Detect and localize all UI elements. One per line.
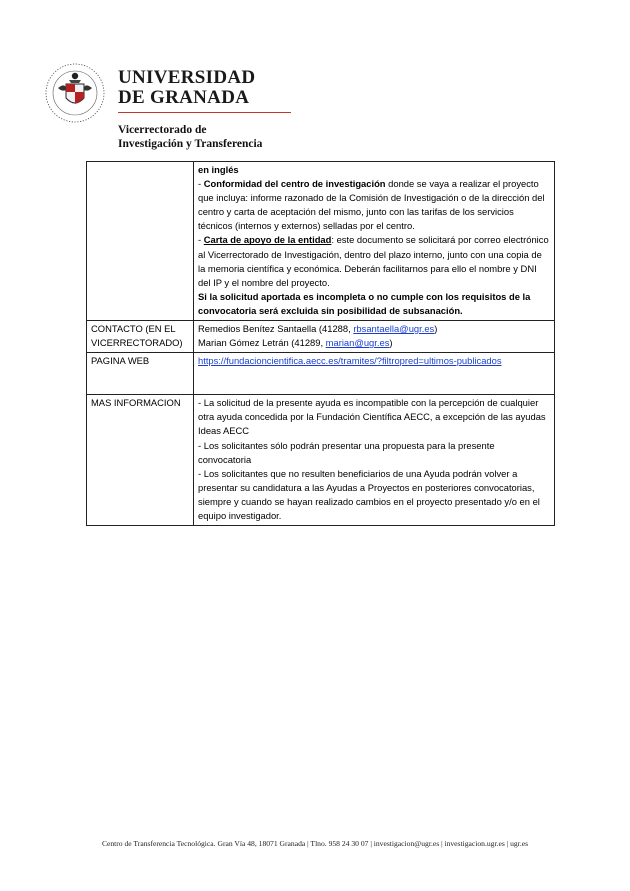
requirements-p3: Si la solicitud aportada es incompleta o no cumple con los requisitos de la convocatoria será excluida sin posibilidad de subsanación.	[198, 290, 531, 316]
requirements-p2-lead: -	[198, 234, 204, 246]
web-cell	[194, 353, 555, 395]
office-name	[118, 123, 262, 151]
page-footer: Centro de Transferencia Tecnológica. Gran Vía 48, 18071 Granada | Tlno. 958 24 30 07 | investigacion@ugr.es | investigacion.ugr.es | ugr.es	[101, 839, 529, 848]
contact-2-email-link[interactable]: marian@ugr.es	[325, 337, 390, 349]
web-label: PAGINA WEB	[87, 353, 194, 395]
office-name-line1: Vicerrectorado de	[118, 124, 207, 136]
header-divider	[118, 112, 291, 113]
requirements-p2	[198, 233, 550, 289]
more-info-cell	[194, 395, 555, 526]
table-row	[87, 395, 555, 526]
letterhead	[44, 58, 564, 158]
university-name-line2: DE GRANADA	[118, 87, 250, 108]
more-info-p2: - Los solicitantes sólo podrán presentar una propuesta para la presente convocatoria	[198, 439, 495, 465]
more-info-p3: - Los solicitantes que no resulten beneficiarios de una Ayuda podrán volver a presentar su candidatura a las Ayudas a Proyectos en posteriores convocatorias, siempre y cuando se hayan realizado cambios en el proyecto presentado y/o en el equipo investigador.	[198, 467, 540, 521]
contact-cell	[194, 321, 555, 353]
contact-label: CONTACTO (EN EL VICERRECTORADO)	[87, 321, 194, 353]
contact-1-suffix: )	[434, 323, 438, 335]
requirements-cell	[194, 162, 555, 321]
requirements-p1-bold: Conformidad del centro de investigación	[203, 178, 386, 190]
requirements-p2-bold: Carta de apoyo de la entidad	[203, 234, 332, 246]
table-row	[87, 321, 555, 353]
table-cell-empty	[87, 162, 194, 321]
requirements-p1	[198, 177, 550, 233]
call-info-table	[86, 161, 555, 526]
more-info-p1: - La solicitud de la presente ayuda es incompatible con la percepción de cualquier otra ayuda concedida por la Fundación Científica AECC, a excepción de las ayudas Ideas AECC	[198, 397, 546, 437]
table-row	[87, 162, 555, 321]
university-seal-icon	[44, 62, 106, 124]
requirements-p1-lead: -	[198, 178, 204, 190]
university-name-line1: UNIVERSIDAD	[118, 67, 256, 88]
contact-1-email-link[interactable]: rbsantaella@ugr.es	[353, 323, 435, 335]
table-row	[87, 353, 555, 395]
contact-line-1	[198, 322, 550, 336]
contact-2-name: Marian Gómez Letrán (41289,	[198, 337, 326, 349]
contact-line-2	[198, 336, 550, 350]
university-name	[118, 68, 255, 108]
more-info-label: MAS INFORMACION	[87, 395, 194, 526]
contact-1-name: Remedios Benítez Santaella (41288,	[198, 323, 354, 335]
contact-2-suffix: )	[389, 337, 393, 349]
web-url-link[interactable]: https://fundacioncientifica.aecc.es/tramites/?filtropred=ultimos-publicados	[198, 355, 502, 367]
office-name-line2: Investigación y Transferencia	[118, 138, 263, 150]
requirements-p0: en inglés	[198, 164, 239, 175]
requirements-p2-rest: : este documento se solicitará por correo electrónico al Vicerrectorado de Investigación, dentro del plazo interno, junto con una copia de la memoria científica y económica. Deberán facilitarnos para ello el nombre y DNI del IP y el nombre del proyecto.	[198, 234, 549, 288]
requirements-p1-rest: donde se vaya a realizar el proyecto que incluya: informe razonado de la Comisión de Investigación o de la dirección del centro y carta de aceptación del mismo, junto con las tarifas de los servicios técnicos (internos y externos) selladas por el centro.	[198, 178, 545, 232]
